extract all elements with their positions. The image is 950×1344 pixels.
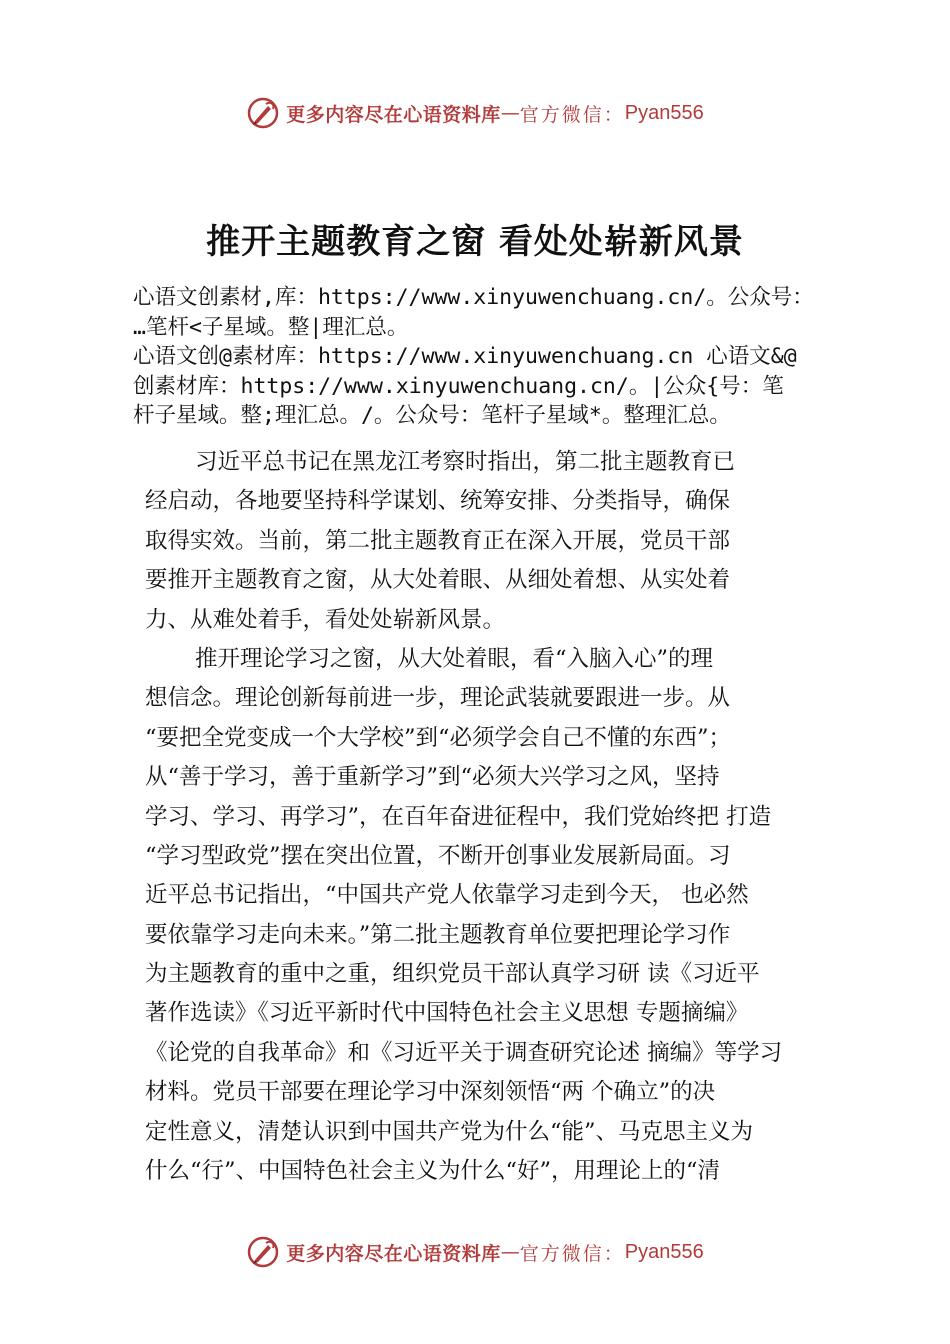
- watermark-banner-top: [0, 93, 950, 133]
- document-body: [145, 443, 835, 1191]
- body-line: 取得实效。当前，第二批主题教育正在深入开展，党员干部: [145, 527, 731, 554]
- body-line: 为主题教育的重中之重，组织党员干部认真学习研 读《习近平: [145, 961, 760, 988]
- watermark-dash: —: [500, 102, 520, 124]
- body-line: 要推开主题教育之窗，从大处着眼、从细处着想、从实处着: [145, 567, 731, 594]
- body-line: “学习型政党”摆在突出位置，不断开创事业发展新局面。习: [145, 842, 731, 869]
- body-line: 经启动，各地要坚持科学谋划、统筹安排、分类指导，确保: [145, 488, 731, 515]
- watermark-banner-bottom: [0, 1232, 950, 1272]
- body-line: 材料。党员干部要在理论学习中深刻领悟“两 个确立”的决: [145, 1079, 716, 1106]
- pen-logo-icon: [246, 96, 280, 130]
- body-line: 什么“行”、中国特色社会主义为什么“好”，用理论上的“清: [145, 1158, 721, 1185]
- watermark-wechat-id: Pyan556: [624, 101, 704, 124]
- body-line: 要依靠学习走向未来。”第二批主题教育单位要把理论学习作: [145, 921, 731, 948]
- body-line: 著作选读》《习近平新时代中国特色社会主义思想 专题摘编》: [145, 1000, 749, 1027]
- body-line: 推开理论学习之窗，从大处着眼，看“入脑入心”的理: [195, 645, 714, 672]
- watermark-wechat-id: Pyan556: [624, 1240, 704, 1263]
- body-line: 定性意义，清楚认识到中国共产党为什么“能”、马克思主义为: [145, 1118, 754, 1145]
- watermark-main-text: 更多内容尽在心语资料库: [286, 1242, 501, 1265]
- watermark-label: 官方微信：: [519, 1242, 625, 1265]
- source-line: …笔杆<子星域。整|理汇总。: [133, 314, 409, 340]
- source-line: 创素材库：https://www.xinyuwenchuang.cn/。|公众{号：笔: [133, 373, 784, 399]
- body-line: 习近平总书记在黑龙江考察时指出，第二批主题教育已: [195, 449, 736, 475]
- document-title: 推开主题教育之窗 看处处崭新风景: [206, 222, 744, 262]
- body-line: 学习、学习、再学习”，在百年奋进征程中，我们党始终把 打造: [145, 803, 772, 830]
- watermark-label: 官方微信：: [519, 103, 625, 126]
- body-line: 《论党的自我革命》和《习近平关于调查研究论述 摘编》等学习: [145, 1039, 783, 1066]
- pen-logo-icon: [246, 1235, 280, 1269]
- watermark-dash: —: [500, 1241, 520, 1263]
- watermark-main-text: 更多内容尽在心语资料库: [286, 103, 501, 126]
- body-line: 近平总书记指出，“中国共产党人依靠学习走到今天， 也必然: [145, 882, 749, 909]
- source-line: 心语文创@素材库：https://www.xinyuwenchuang.cn 心语文&@: [133, 344, 797, 369]
- source-line: 杆子星域。整;理汇总。/。公众号：笔杆子星域*。整理汇总。: [133, 403, 731, 428]
- source-line: 心语文创素材,库：https://www.xinyuwenchuang.cn/。公众号：: [133, 285, 814, 310]
- body-line: “要把全党变成一个大学校”到“必须学会自己不懂的东西”；: [145, 724, 732, 751]
- body-line: 想信念。理论创新每前进一步，理论武装就要跟进一步。从: [145, 685, 731, 712]
- body-line: 从“善于学习，善于重新学习”到“必须大兴学习之风，坚持: [145, 764, 720, 791]
- body-line: 力、从难处着手，看处处崭新风景。: [145, 606, 506, 633]
- source-notice-block: [133, 283, 853, 431]
